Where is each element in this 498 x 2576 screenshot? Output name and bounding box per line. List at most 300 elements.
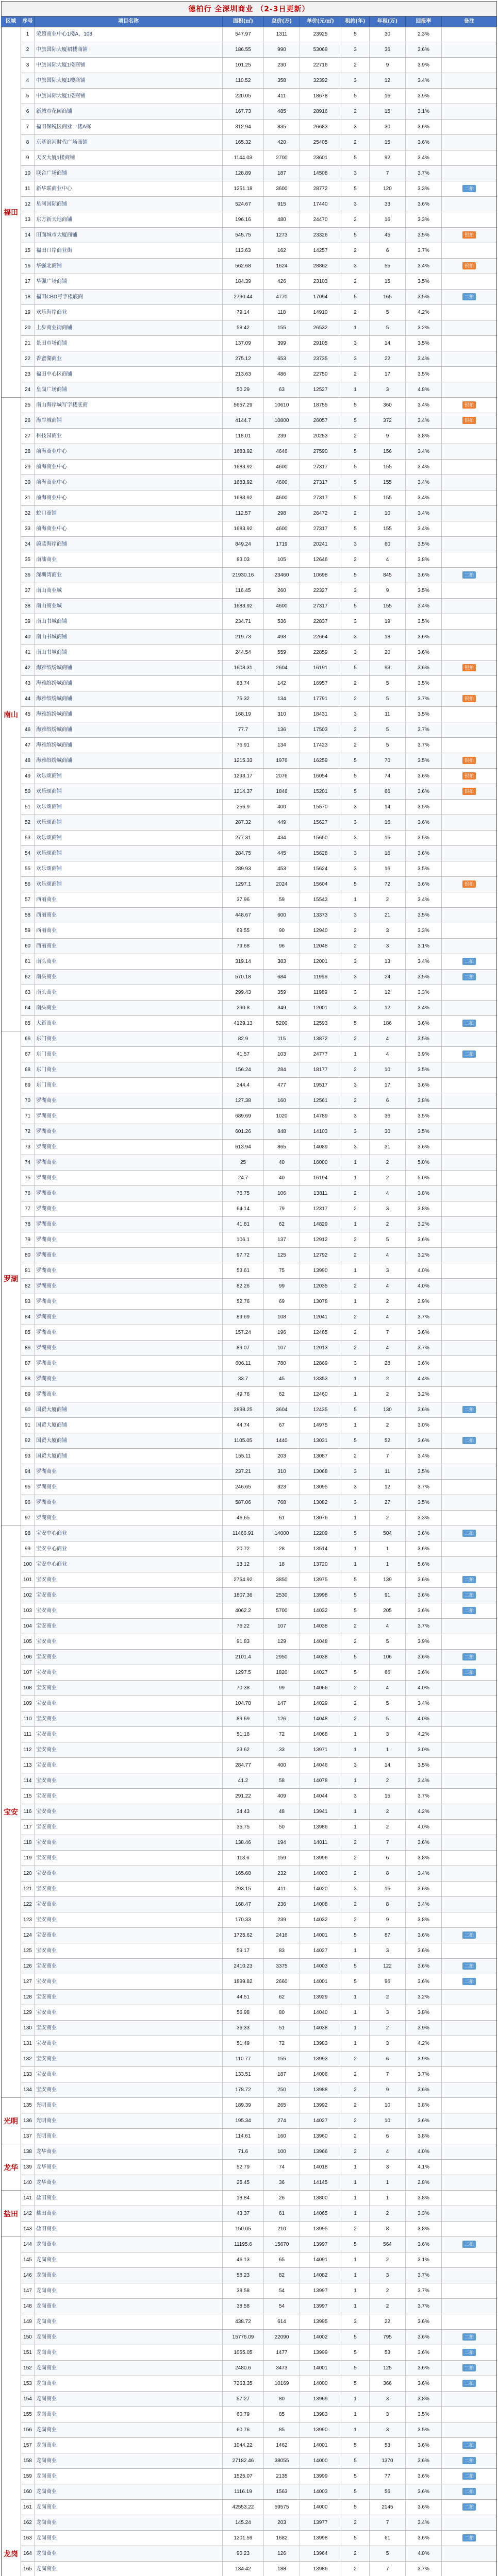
table-row[interactable] (1, 2144, 497, 2160)
cell-unit: 13811 (300, 1186, 341, 1201)
cell-price: 5700 (264, 1603, 300, 1618)
cell-price: 72 (264, 2036, 300, 2051)
table-row[interactable] (1, 1742, 497, 1758)
table-row[interactable] (1, 490, 497, 506)
cell-rent: 4 (370, 1341, 406, 1355)
cell-area: 157.24 (223, 1325, 264, 1340)
table-row[interactable] (1, 2160, 497, 2175)
table-row[interactable] (1, 2283, 497, 2299)
cell-note (442, 2453, 497, 2468)
table-row[interactable] (1, 1186, 497, 1201)
cell-name: 国贸大厦商铺 (35, 1418, 223, 1433)
cell-unit: 27590 (300, 444, 341, 459)
table-row[interactable] (1, 908, 497, 923)
cell-name: 海岸城商铺 (35, 413, 223, 428)
table-row[interactable] (1, 923, 497, 939)
cell-price: 65 (264, 2252, 300, 2267)
cell-yield: 3.1% (406, 104, 442, 119)
cell-no: 123 (21, 1912, 35, 1927)
cell-area: 1055.05 (223, 2345, 264, 2360)
table-row[interactable] (1, 815, 497, 831)
cell-unit: 12460 (300, 1387, 341, 1402)
table-row[interactable] (1, 2052, 497, 2067)
table-row[interactable] (1, 2252, 497, 2268)
table-row[interactable] (1, 398, 497, 413)
table-row[interactable] (1, 2531, 497, 2546)
table-row[interactable] (1, 150, 497, 166)
cell-name: 欢乐颂商铺 (35, 877, 223, 892)
table-row[interactable] (1, 1356, 497, 1371)
table-row[interactable] (1, 1696, 497, 1711)
table-row[interactable] (1, 583, 497, 599)
cell-yield: 3.9% (406, 2021, 442, 2036)
table-row[interactable] (1, 1263, 497, 1279)
cell-unit: 13031 (300, 1433, 341, 1448)
table-row[interactable] (1, 691, 497, 707)
cell-name: 宝安商业 (35, 1897, 223, 1912)
table-row[interactable] (1, 382, 497, 398)
table-row[interactable] (1, 738, 497, 753)
table-row[interactable] (1, 970, 497, 985)
cell-yield: 3.6% (406, 645, 442, 660)
table-row[interactable] (1, 2067, 497, 2082)
cell-no: 95 (21, 1480, 35, 1495)
table-row[interactable] (1, 1387, 497, 1402)
table-row[interactable] (1, 1974, 497, 1990)
table-row[interactable] (1, 1155, 497, 1171)
table-row[interactable] (1, 2175, 497, 2191)
cell-price: 4646 (264, 444, 300, 459)
cell-name: 国贸大厦商铺 (35, 1433, 223, 1448)
table-row[interactable] (1, 120, 497, 135)
cell-no: 78 (21, 1217, 35, 1232)
cell-area: 293.15 (223, 1882, 264, 1896)
cell-rent: 4 (370, 1186, 406, 1201)
table-row[interactable] (1, 2113, 497, 2129)
cell-rent: 2 (370, 1804, 406, 1819)
note-badge: 二拍 (462, 1530, 476, 1537)
table-row[interactable] (1, 2330, 497, 2345)
table-row[interactable] (1, 1433, 497, 1449)
cell-no: 51 (21, 800, 35, 815)
cell-rent: 4 (370, 1031, 406, 1046)
cell-no: 6 (21, 104, 35, 119)
cell-note (442, 259, 497, 274)
table-row[interactable] (1, 614, 497, 630)
table-row[interactable] (1, 784, 497, 800)
table-row[interactable] (1, 1665, 497, 1681)
cell-yield: 3.6% (406, 2469, 442, 2484)
cell-name: 国贸大厦商铺 (35, 1402, 223, 1417)
table-row[interactable] (1, 1449, 497, 1464)
table-row[interactable] (1, 1402, 497, 1418)
table-row[interactable] (1, 1990, 497, 2005)
cell-yield: 3.2% (406, 1217, 442, 1232)
table-row[interactable] (1, 2453, 497, 2469)
note-badge: 二拍 (462, 2333, 476, 2341)
table-row[interactable] (1, 1866, 497, 1882)
cell-price: 323 (264, 1480, 300, 1495)
cell-no: 96 (21, 1495, 35, 1510)
cell-unit: 13999 (300, 2469, 341, 2484)
table-row[interactable] (1, 2422, 497, 2438)
table-row[interactable] (1, 367, 497, 382)
table-row[interactable] (1, 2206, 497, 2222)
table-row[interactable] (1, 568, 497, 583)
cell-area: 56.98 (223, 2005, 264, 2020)
table-row[interactable] (1, 1789, 497, 1804)
table-row[interactable] (1, 58, 497, 73)
cell-lease: 5 (341, 150, 370, 165)
cell-price: 359 (264, 985, 300, 1000)
table-row[interactable] (1, 1882, 497, 1897)
table-row[interactable] (1, 1341, 497, 1356)
cell-area: 613.94 (223, 1140, 264, 1155)
table-row[interactable] (1, 1480, 497, 1495)
cell-price: 2135 (264, 2469, 300, 2484)
table-row[interactable] (1, 351, 497, 367)
cell-name: 宝安商业 (35, 1789, 223, 1804)
cell-unit: 27317 (300, 460, 341, 474)
table-row[interactable] (1, 274, 497, 290)
table-row[interactable] (1, 1201, 497, 1217)
table-row[interactable] (1, 2237, 497, 2252)
table-row[interactable] (1, 2500, 497, 2515)
table-row[interactable] (1, 2562, 497, 2576)
table-row[interactable] (1, 212, 497, 228)
cell-note (442, 1696, 497, 1711)
cell-yield: 4.0% (406, 1711, 442, 1726)
cell-price: 58 (264, 1773, 300, 1788)
table-row[interactable] (1, 537, 497, 552)
cell-price: 85 (264, 2422, 300, 2437)
table-row[interactable] (1, 2005, 497, 2021)
cell-unit: 14027 (300, 2113, 341, 2128)
table-row[interactable] (1, 2484, 497, 2500)
table-row[interactable] (1, 2036, 497, 2052)
table-row[interactable] (1, 2407, 497, 2422)
cell-rent: 16 (370, 861, 406, 876)
cell-yield: 3.6% (406, 1603, 442, 1618)
table-row[interactable] (1, 2376, 497, 2392)
table-row[interactable] (1, 1294, 497, 1310)
cell-note (442, 660, 497, 675)
cell-price: 136 (264, 722, 300, 737)
cell-no: 104 (21, 1619, 35, 1634)
cell-name: 中旅国际大厦1楼商铺 (35, 73, 223, 88)
table-row[interactable] (1, 1912, 497, 1928)
table-row[interactable] (1, 1727, 497, 1742)
table-row[interactable] (1, 2129, 497, 2144)
cell-lease: 5 (341, 2469, 370, 2484)
cell-price: 434 (264, 831, 300, 845)
table-row[interactable] (1, 2546, 497, 2562)
table-row[interactable] (1, 1681, 497, 1696)
table-row[interactable] (1, 877, 497, 892)
cell-unit: 11996 (300, 970, 341, 985)
table-row[interactable] (1, 228, 497, 243)
table-row[interactable] (1, 1232, 497, 1248)
table-row[interactable] (1, 1078, 497, 1093)
table-row[interactable] (1, 1851, 497, 1866)
cell-note (442, 2268, 497, 2283)
table-row[interactable] (1, 2082, 497, 2098)
cell-name: 欢乐颂商铺 (35, 800, 223, 815)
cell-name: 南山商业城 (35, 599, 223, 614)
table-row[interactable] (1, 552, 497, 568)
cell-rent: 122 (370, 1959, 406, 1974)
cell-no: 139 (21, 2160, 35, 2175)
table-row[interactable] (1, 1758, 497, 1773)
cell-name: 华强北商铺 (35, 259, 223, 274)
cell-lease: 5 (341, 753, 370, 768)
cell-unit: 16191 (300, 660, 341, 675)
table-row[interactable] (1, 1418, 497, 1433)
cell-no: 146 (21, 2268, 35, 2283)
table-row[interactable] (1, 800, 497, 815)
table-row[interactable] (1, 954, 497, 970)
table-row[interactable] (1, 2361, 497, 2376)
cell-unit: 12561 (300, 1093, 341, 1108)
cell-lease: 2 (341, 1851, 370, 1866)
table-row[interactable] (1, 135, 497, 150)
table-row[interactable] (1, 1959, 497, 1974)
table-row[interactable] (1, 73, 497, 89)
table-row[interactable] (1, 2438, 497, 2453)
table-row[interactable] (1, 1248, 497, 1263)
cell-area: 42553.22 (223, 2500, 264, 2515)
table-row[interactable] (1, 506, 497, 521)
cell-lease: 5 (341, 413, 370, 428)
table-row[interactable] (1, 1062, 497, 1078)
table-row[interactable] (1, 336, 497, 351)
cell-note (442, 831, 497, 845)
table-row[interactable] (1, 831, 497, 846)
table-row[interactable] (1, 769, 497, 784)
table-row[interactable] (1, 630, 497, 645)
table-row[interactable] (1, 27, 497, 42)
table-row[interactable] (1, 1634, 497, 1650)
cell-rent: 4 (370, 2144, 406, 2159)
cell-unit: 23601 (300, 150, 341, 165)
cell-unit: 26057 (300, 413, 341, 428)
table-row[interactable] (1, 1557, 497, 1572)
cell-area: 50.29 (223, 382, 264, 397)
cell-unit: 18431 (300, 707, 341, 722)
table-row[interactable] (1, 985, 497, 1001)
cell-yield: 3.5% (406, 537, 442, 552)
table-row[interactable] (1, 166, 497, 181)
table-row[interactable] (1, 1140, 497, 1155)
table-row[interactable] (1, 1773, 497, 1789)
table-row[interactable] (1, 1093, 497, 1109)
cell-name: 龙岗商业 (35, 2422, 223, 2437)
cell-yield: 3.5% (406, 1758, 442, 1773)
table-row[interactable] (1, 846, 497, 861)
table-row[interactable] (1, 1603, 497, 1619)
table-row[interactable] (1, 599, 497, 614)
table-row[interactable] (1, 1124, 497, 1140)
table-row[interactable] (1, 1016, 497, 1031)
table-row[interactable] (1, 1279, 497, 1294)
table-row[interactable] (1, 1588, 497, 1603)
cell-lease: 2 (341, 1711, 370, 1726)
cell-no: 18 (21, 290, 35, 304)
cell-rent: 92 (370, 150, 406, 165)
table-row[interactable] (1, 722, 497, 738)
table-row[interactable] (1, 1511, 497, 1526)
table-row[interactable] (1, 181, 497, 197)
table-row[interactable] (1, 1897, 497, 1912)
table-row[interactable] (1, 753, 497, 769)
table-row[interactable] (1, 475, 497, 490)
cell-price: 684 (264, 970, 300, 985)
table-row[interactable] (1, 1109, 497, 1124)
table-row[interactable] (1, 676, 497, 691)
table-row[interactable] (1, 1820, 497, 1835)
table-row[interactable] (1, 1943, 497, 1959)
table-row[interactable] (1, 290, 497, 305)
cell-unit: 14066 (300, 1681, 341, 1696)
table-row[interactable] (1, 2098, 497, 2113)
cell-yield: 3.6% (406, 1650, 442, 1665)
cell-no: 33 (21, 521, 35, 536)
note-badge: 银拍 (462, 417, 476, 424)
table-row[interactable] (1, 2191, 497, 2206)
table-row[interactable] (1, 861, 497, 877)
cell-area: 2410.23 (223, 1959, 264, 1974)
cell-yield: 3.4% (406, 351, 442, 366)
table-row[interactable] (1, 2021, 497, 2036)
cell-unit: 22716 (300, 58, 341, 73)
cell-yield: 3.8% (406, 2392, 442, 2406)
table-row[interactable] (1, 1572, 497, 1588)
table-row[interactable] (1, 2222, 497, 2237)
table-row[interactable] (1, 460, 497, 475)
table-row[interactable] (1, 429, 497, 444)
cell-no: 74 (21, 1155, 35, 1170)
cell-yield: 3.5% (406, 614, 442, 629)
cell-name: 欢乐颂商铺 (35, 831, 223, 845)
cell-no: 44 (21, 691, 35, 706)
table-row[interactable] (1, 1804, 497, 1820)
table-row[interactable] (1, 1495, 497, 1511)
table-row[interactable] (1, 1001, 497, 1016)
table-row[interactable] (1, 1217, 497, 1232)
table-row[interactable] (1, 1711, 497, 1727)
table-row[interactable] (1, 2299, 497, 2314)
cell-unit: 14006 (300, 2067, 341, 2082)
table-row[interactable] (1, 1650, 497, 1665)
cell-name: 大新商业 (35, 1016, 223, 1031)
cell-price: 486 (264, 367, 300, 382)
table-row[interactable] (1, 1047, 497, 1062)
table-row[interactable] (1, 259, 497, 274)
table-row[interactable] (1, 89, 497, 104)
table-row[interactable] (1, 1171, 497, 1186)
cell-rent: 130 (370, 1402, 406, 1417)
cell-name: 前海商业中心 (35, 490, 223, 505)
cell-no: 50 (21, 784, 35, 799)
table-row[interactable] (1, 2469, 497, 2484)
cell-note (442, 181, 497, 196)
table-row[interactable] (1, 2515, 497, 2531)
cell-name: 宝安商业 (35, 2067, 223, 2082)
cell-rent: 60 (370, 537, 406, 552)
cell-price: 14000 (264, 1526, 300, 1541)
cell-note (442, 892, 497, 907)
cell-lease: 5 (341, 1928, 370, 1943)
table-row[interactable] (1, 939, 497, 954)
cell-lease: 1 (341, 1727, 370, 1742)
table-row[interactable] (1, 521, 497, 537)
cell-lease: 3 (341, 1109, 370, 1124)
table-row[interactable] (1, 1464, 497, 1480)
note-badge: 二拍 (462, 1669, 476, 1676)
cell-note (442, 490, 497, 505)
cell-area: 1683.92 (223, 444, 264, 459)
table-row[interactable] (1, 243, 497, 259)
cell-no: 165 (21, 2562, 35, 2576)
table-row[interactable] (1, 1526, 497, 1541)
table-row[interactable] (1, 2345, 497, 2361)
table-row[interactable] (1, 1619, 497, 1634)
table-row[interactable] (1, 1031, 497, 1047)
table-row[interactable] (1, 42, 497, 58)
table-row[interactable] (1, 413, 497, 429)
column-header: 单价(元/㎡) (300, 16, 341, 27)
cell-price: 2530 (264, 1588, 300, 1603)
cell-lease: 1 (341, 2422, 370, 2437)
cell-note (442, 89, 497, 104)
cell-unit: 14975 (300, 1418, 341, 1433)
cell-note (442, 939, 497, 954)
cell-lease: 3 (341, 73, 370, 88)
table-row[interactable] (1, 197, 497, 212)
cell-no: 102 (21, 1588, 35, 1603)
table-row[interactable] (1, 2314, 497, 2330)
table-row[interactable] (1, 444, 497, 460)
table-row[interactable] (1, 707, 497, 722)
table-row[interactable] (1, 1371, 497, 1387)
table-row[interactable] (1, 892, 497, 908)
cell-price: 61 (264, 1511, 300, 1526)
cell-price: 915 (264, 197, 300, 212)
cell-name: 光明商业 (35, 2129, 223, 2144)
table-row[interactable] (1, 2392, 497, 2407)
cell-price: 51 (264, 2021, 300, 2036)
table-row[interactable] (1, 305, 497, 320)
cell-rent: 6 (370, 1093, 406, 1108)
table-row[interactable] (1, 320, 497, 336)
cell-lease: 3 (341, 583, 370, 598)
table-row[interactable] (1, 660, 497, 676)
table-row[interactable] (1, 1541, 497, 1557)
note-badge: 二拍 (462, 958, 476, 965)
table-row[interactable] (1, 1325, 497, 1341)
cell-yield: 3.8% (406, 1851, 442, 1866)
cell-area: 110.77 (223, 2052, 264, 2066)
cell-unit: 14000 (300, 2500, 341, 2515)
table-row[interactable] (1, 1928, 497, 1943)
table-row[interactable] (1, 104, 497, 120)
table-row[interactable] (1, 1835, 497, 1851)
cell-name: 罗湖商业 (35, 1155, 223, 1170)
table-row[interactable] (1, 2268, 497, 2283)
cell-note (442, 475, 497, 490)
table-row[interactable] (1, 1310, 497, 1325)
table-row[interactable] (1, 645, 497, 660)
